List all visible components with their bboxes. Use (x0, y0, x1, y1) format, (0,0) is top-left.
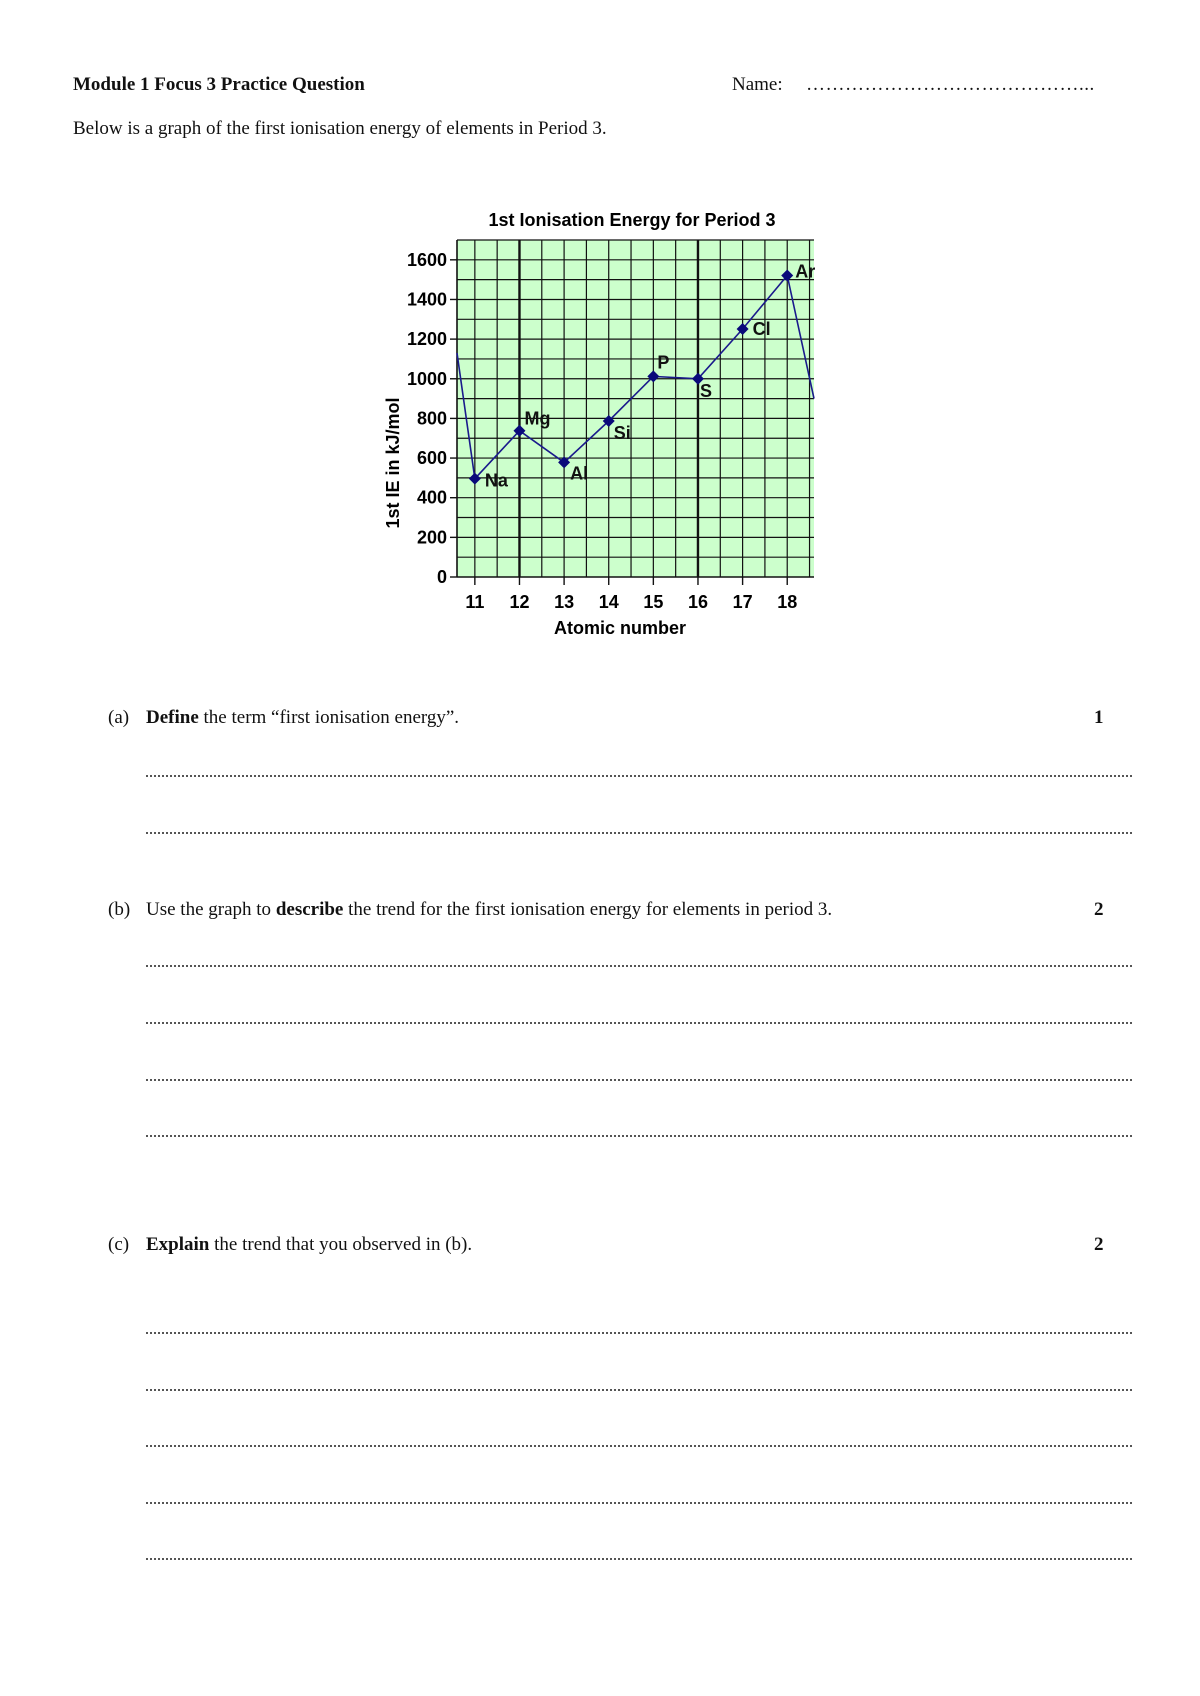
data-point-label: S (699, 380, 712, 401)
marks-value: 2 (1094, 899, 1104, 920)
answer-line[interactable] (146, 1502, 1132, 1504)
command-verb: Explain (146, 1234, 210, 1255)
marks-value: 2 (1094, 1234, 1104, 1255)
y-tick-label: 1000 (406, 368, 447, 389)
x-tick-label: 15 (643, 592, 664, 612)
ionisation-energy-chart (380, 200, 820, 650)
y-tick-label: 1400 (406, 289, 447, 310)
answer-line[interactable] (146, 775, 1132, 777)
data-point-label: Si (613, 422, 631, 443)
answer-line[interactable] (146, 832, 1132, 834)
y-tick-label: 1200 (406, 329, 447, 350)
worksheet-title: Module 1 Focus 3 Practice Question (73, 74, 365, 95)
x-tick-label: 17 (732, 592, 753, 612)
command-verb: describe (275, 899, 344, 920)
question-number: (c) (108, 1234, 130, 1255)
chart-title: 1st Ionisation Energy for Period 3 (488, 210, 776, 230)
x-tick-label: 13 (554, 592, 575, 612)
x-axis-label: Atomic number (553, 618, 687, 638)
x-tick-label: 11 (465, 592, 485, 612)
y-tick-label: 800 (416, 408, 447, 429)
x-tick-label: 16 (687, 592, 708, 612)
answer-line[interactable] (146, 1079, 1132, 1081)
data-point-label: Cl (752, 319, 771, 340)
y-tick-label: 600 (416, 448, 447, 469)
answer-line[interactable] (146, 1558, 1132, 1560)
data-point-label: Al (570, 463, 589, 484)
answer-line[interactable] (146, 1445, 1132, 1447)
command-verb: Define (146, 707, 199, 728)
y-axis-label: 1st IE in kJ/mol (383, 397, 403, 529)
x-tick-label: 18 (777, 592, 798, 612)
question-text: the trend for the first ionisation energy for elements in period 3. (343, 899, 833, 920)
y-tick-label: 200 (416, 527, 447, 548)
answer-line[interactable] (146, 965, 1132, 967)
answer-line[interactable] (146, 1135, 1132, 1137)
question-number: (b) (108, 899, 131, 920)
answer-line[interactable] (146, 1332, 1132, 1334)
question-text: the trend that you observed in (b). (209, 1234, 473, 1255)
question-text: the term “first ionisation energy”. (198, 707, 460, 728)
plot-area (457, 240, 814, 577)
y-tick-label: 1600 (406, 249, 447, 270)
data-point-label: Na (484, 470, 508, 491)
marks-value: 1 (1094, 707, 1104, 728)
question-b (108, 899, 832, 921)
name-answer-line[interactable]: ……………………………………... (806, 74, 1095, 95)
y-tick-label: 0 (436, 567, 447, 587)
data-point-label: Ar (795, 261, 816, 282)
y-tick-label: 400 (416, 487, 447, 508)
data-point-label: Mg (524, 408, 551, 429)
question-text: Use the graph to (146, 899, 276, 920)
x-tick-label: 12 (509, 592, 530, 612)
x-tick-label: 14 (598, 592, 619, 612)
question-a (108, 707, 459, 729)
intro-text: Below is a graph of the first ionisation energy of elements in Period 3. (73, 118, 607, 139)
question-c (108, 1234, 472, 1256)
question-number: (a) (108, 707, 130, 728)
data-point-label: P (657, 352, 670, 373)
answer-line[interactable] (146, 1022, 1132, 1024)
answer-line[interactable] (146, 1389, 1132, 1391)
name-label: Name: (732, 74, 783, 95)
